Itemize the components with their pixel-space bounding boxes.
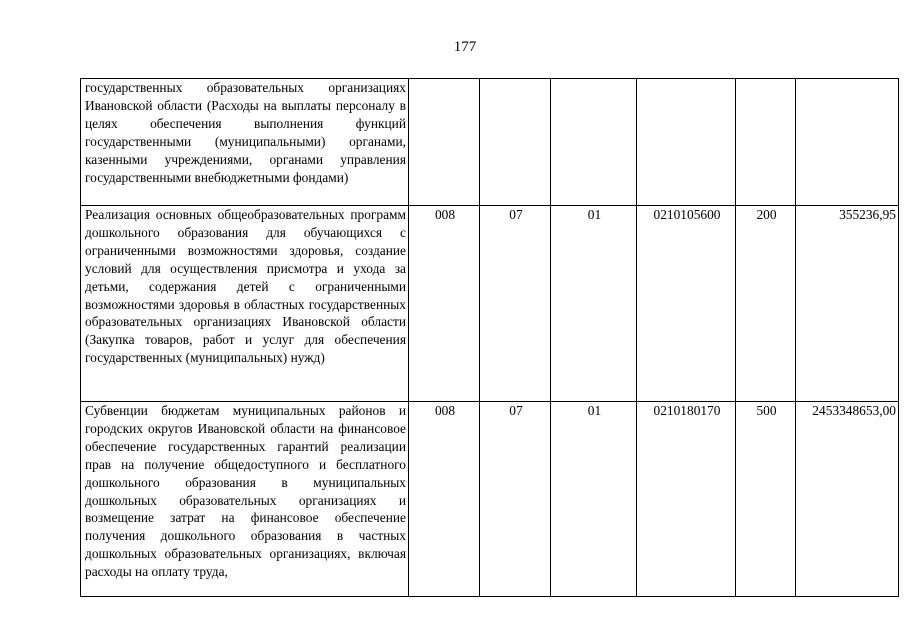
- subsection-code: [551, 79, 637, 206]
- ministry-code: [409, 79, 480, 206]
- expense-type-code: [736, 79, 796, 206]
- row-description: Субвенции бюджетам муниципальных районов и городских округов Ивановской области на финансовое обеспечение государственных гарантий реализации прав на получение общедоступного и бесплатного дошкольного образования в муниципальных дошкольных образовательных организациях и возмещение затрат на финансовое обеспечение получения дошкольного образования в частных дошкольных образовательных организациях, включая расходы на оплату труда,: [81, 402, 409, 597]
- subsection-code: 01: [551, 402, 637, 597]
- section-code: 07: [480, 402, 551, 597]
- target-article-code: 0210105600: [637, 206, 736, 402]
- section-code: 07: [480, 206, 551, 402]
- expense-type-code: 500: [736, 402, 796, 597]
- row-description: государственных образовательных организациях Ивановской области (Расходы на выплаты персоналу в целях обеспечения выполнения функций государственными (муниципальными) органами, казенными учреждениями, органами управления государственными внебюджетными фондами): [81, 79, 409, 206]
- table-row: [81, 79, 899, 206]
- subsection-code: 01: [551, 206, 637, 402]
- row-description: Реализация основных общеобразовательных программ дошкольного образования для обучающихся с ограниченными возможностями здоровья, создание условий для осуществления присмотра и ухода за детьми, содержания детей с ограниченными возможностями здоровья в областных государственных образовательных организациях Ивановской области (Закупка товаров, работ и услуг для обеспечения государственных (муниципальных) нужд): [81, 206, 409, 402]
- target-article-code: 0210180170: [637, 402, 736, 597]
- budget-table: [80, 78, 899, 597]
- ministry-code: 008: [409, 402, 480, 597]
- section-code: [480, 79, 551, 206]
- target-article-code: [637, 79, 736, 206]
- ministry-code: 008: [409, 206, 480, 402]
- table-row: [81, 402, 899, 597]
- amount: 355236,95: [796, 206, 899, 402]
- amount: 2453348653,00: [796, 402, 899, 597]
- expense-type-code: 200: [736, 206, 796, 402]
- table-row: [81, 206, 899, 402]
- page-number: 177: [453, 39, 477, 55]
- amount: [796, 79, 899, 206]
